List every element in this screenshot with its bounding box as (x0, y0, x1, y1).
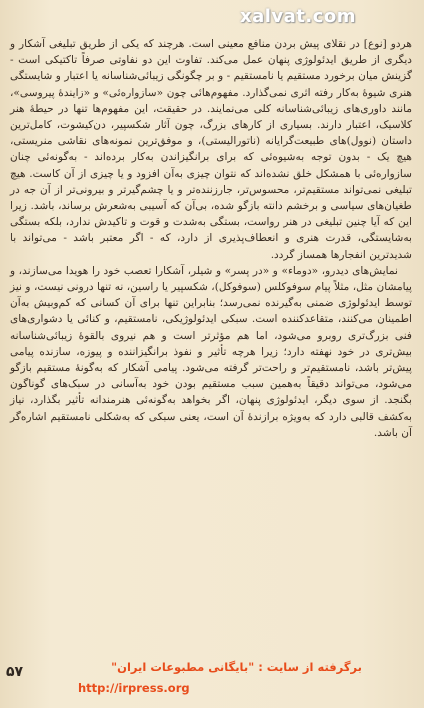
watermark-text: xalvat.com (240, 6, 357, 27)
footer-url-link[interactable]: http://irpress.org (78, 681, 190, 695)
paragraph-1: هردو [نوع] در نقلای پیش بردن منافع معینی است. هرچند که یکی از طریق تبلیغی آشکار و دیگری از طریق ایدئولوژی پنهان عمل می‌کند. تفاوت این دو نفاوتی صرفاً تاکتیکی است - گزینش میان برخورد مستقیم یا نامستقیم - و بر چگونگی زیبائی‌شناسانه یا اعتبار و شایستگی هنری شیوهٔ به‌کار رفته اثری نمی‌گذارد. مفهوم‌هائی چون «سازواره‌ئی» و «زایندهٔ پیروسی»، مانند داوری‌های زیبائی‌شناسانه کلی می‌نمایند. در حقیقت، این مفهوم‌ها تنها در حیطهٔ هنر کلاسیک، اعتبار دارند. بسیاری از کارهای بزرگ، چون آثار شکسپیر، دن‌کیشوت، کامل‌ترین داستان (نوول)های طبیعت‌گرایانه (ناتورالیستی)، و موفق‌ترین نمونه‌های نقاشی منریستی، هیچ یک - بدون توجه به‌شیوه‌ئی که برای برانگیزاندن به‌کار برده‌اند - به‌گونه‌ئی چنان سازواره‌ئی با همشکل خلق نشده‌اند که نتوان چیزی به‌آن افزود و یا چیزی از آن کاست. هیچ تبلیغی نمی‌تواند مستقیم‌تر، محسوس‌تر، جارزننده‌تر و یا چشم‌گیرتر و بیرونی‌تر از آن جه در طغیان‌های سیاسی و برخشم دانته بازگو شده، بی‌آن که آسیبی به‌شعرش برساند، باشد. زیرا این که آیا چنین تبلیغی در هنر رواست، بستگی به‌شدت و قوت و تاکیدش ندارد، بلکه بستگی به‌شایستگی، قدرت هنری و انعطاف‌پذیری از دارد، که - اگر معتبر باشد - می‌تواند با شدیدترین انفجارها همساز گردد. (10, 38, 412, 261)
footer-source: برگرفته از سایت : "بایگانی مطبوعات ایران" (111, 660, 362, 674)
page-body (10, 36, 412, 646)
page-number: ۵۷ (6, 664, 24, 680)
paragraph-2: نمایش‌های دیدرو، «دوماء» و «در پسر» و شیلر، آشکارا تعصب خود را هویدا می‌سازند، و پیامشان مثل، مثلاً پیام سوفوکلس (سوفوکل)، شکسپیر یا راسین، نه تنها درونی نیست، و نیز توسط ایدئولوژی ضمنی به‌گیرنده نمی‌رسد؛ بنابراین تنها برای آن کسانی که کم‌وبیش به‌آن اطمینان می‌کنند، متقاعدکننده است. سبکی ایدئولوژیکی، نامستقیم، و کنائی یا دشواری‌های فنی بزرگ‌تری روبرو می‌شود، اما هم مؤثرتر است و هم نیروی بالقوهٔ زیبائی‌شناسانه بیش‌تری در خود نهفته دارد؛ زیرا هرچه تأثیر و نفوذ برانگیزاننده و پیوزه، سازنده پیامی پیش‌تر باشد، نامستقیم‌تر و راحت‌تر گرفته می‌شود. پیامی آشکار که به‌گونهٔ مستقیم بازگو می‌شود، می‌تواند دقیقاً به‌همین سبب مستقیم بودن خود به‌آسانی در سبک‌های گوناگون بگنجد. از سوی دیگر، ایدئولوژی پنهان، اگر بخواهد به‌گونه‌ئی هنرمندانه تأثیر بگذارد، نیاز به‌کشف قالبی دارد که به‌ویژه برازندهٔ آن است، یعنی سبکی که به‌شکلی نامستقیم اشاره‌گر آن باشد. (10, 264, 412, 439)
